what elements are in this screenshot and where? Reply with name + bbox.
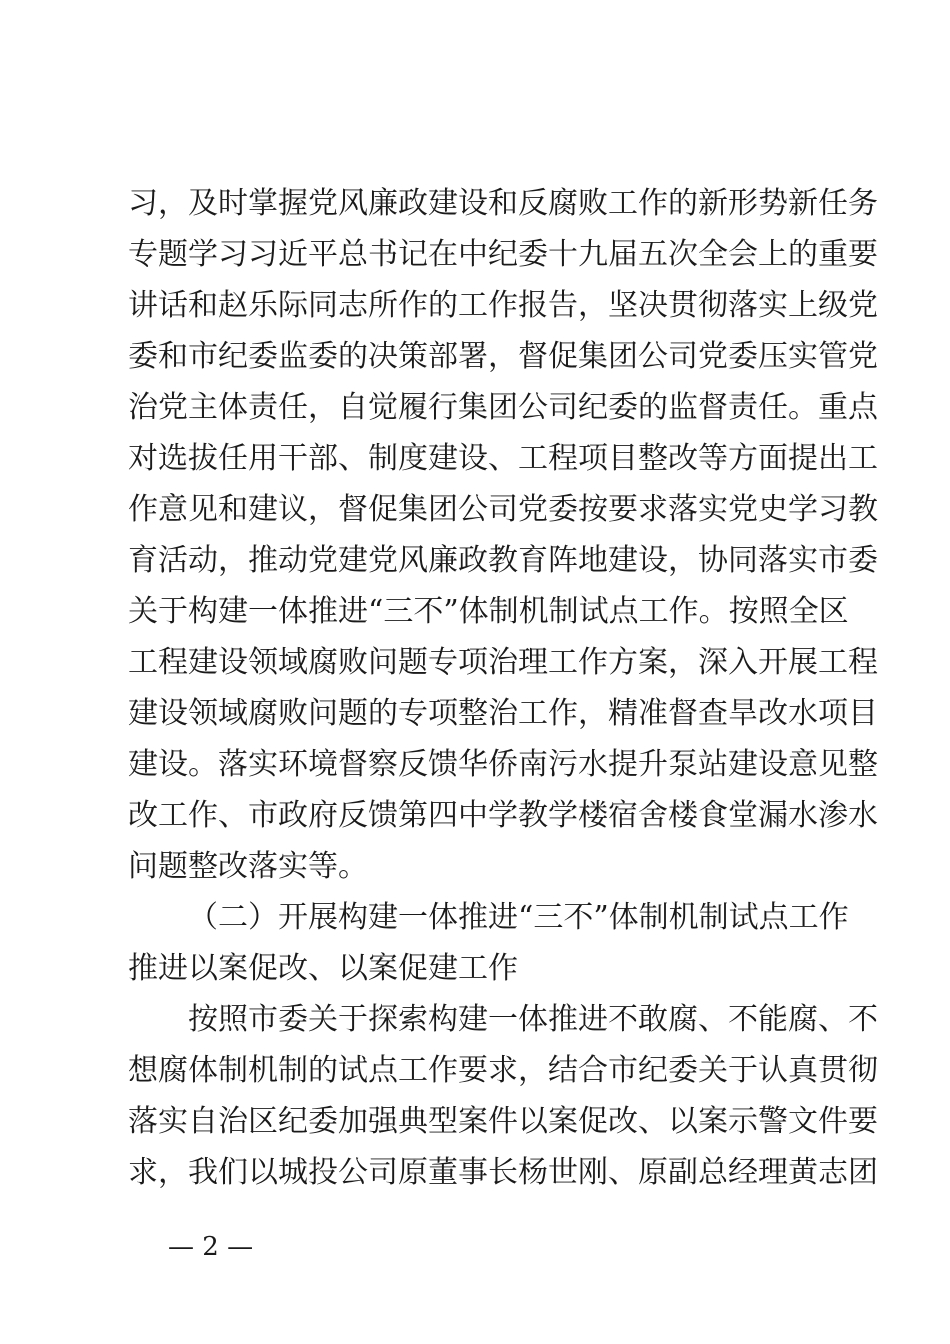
text-line: 关于构建一体推进“三不”体制机制试点工作。按照全区	[128, 594, 849, 629]
text-line: 治党主体责任，自觉履行集团公司纪委的监督责任。重点	[128, 390, 878, 425]
text-line: 建设领域腐败问题的专项整治工作，精准督查旱改水项目	[128, 696, 878, 731]
paragraph	[128, 994, 878, 1198]
text-line: 习，及时掌握党风廉政建设和反腐败工作的新形势新任务	[128, 186, 878, 221]
text-line: 问题整改落实等。	[128, 849, 368, 884]
text-line: 讲话和赵乐际同志所作的工作报告，坚决贯彻落实上级党	[128, 288, 878, 323]
text-line: 改工作、市政府反馈第四中学教学楼宿舍楼食堂漏水渗水	[128, 798, 878, 833]
page-number: — 2 —	[168, 1232, 254, 1262]
paragraph-continuation	[128, 178, 878, 892]
heading-line: 推进以案促改、以案促建工作	[128, 951, 518, 986]
text-line: 求，我们以城投公司原董事长杨世刚、原副总经理黄志团	[128, 1155, 878, 1190]
text-line: 按照市委关于探索构建一体推进不敢腐、不能腐、不	[188, 1002, 878, 1037]
text-line: 专题学习习近平总书记在中纪委十九届五次全会上的重要	[128, 237, 878, 272]
text-line: 建设。落实环境督察反馈华侨南污水提升泵站建设意见整	[128, 747, 878, 782]
section-heading	[128, 892, 848, 994]
text-line: 对选拔任用干部、制度建设、工程项目整改等方面提出工	[128, 441, 878, 476]
text-line: 落实自治区纪委加强典型案件以案促改、以案示警文件要	[128, 1104, 878, 1139]
heading-line: （二）开展构建一体推进“三不”体制机制试点工作	[188, 900, 849, 935]
text-line: 想腐体制机制的试点工作要求，结合市纪委关于认真贯彻	[128, 1053, 878, 1088]
text-line: 作意见和建议，督促集团公司党委按要求落实党史学习教	[128, 492, 878, 527]
document-body	[128, 178, 878, 1198]
text-line: 工程建设领域腐败问题专项治理工作方案，深入开展工程	[128, 645, 878, 680]
text-line: 委和市纪委监委的决策部署，督促集团公司党委压实管党	[128, 339, 878, 374]
text-line: 育活动，推动党建党风廉政教育阵地建设，协同落实市委	[128, 543, 878, 578]
